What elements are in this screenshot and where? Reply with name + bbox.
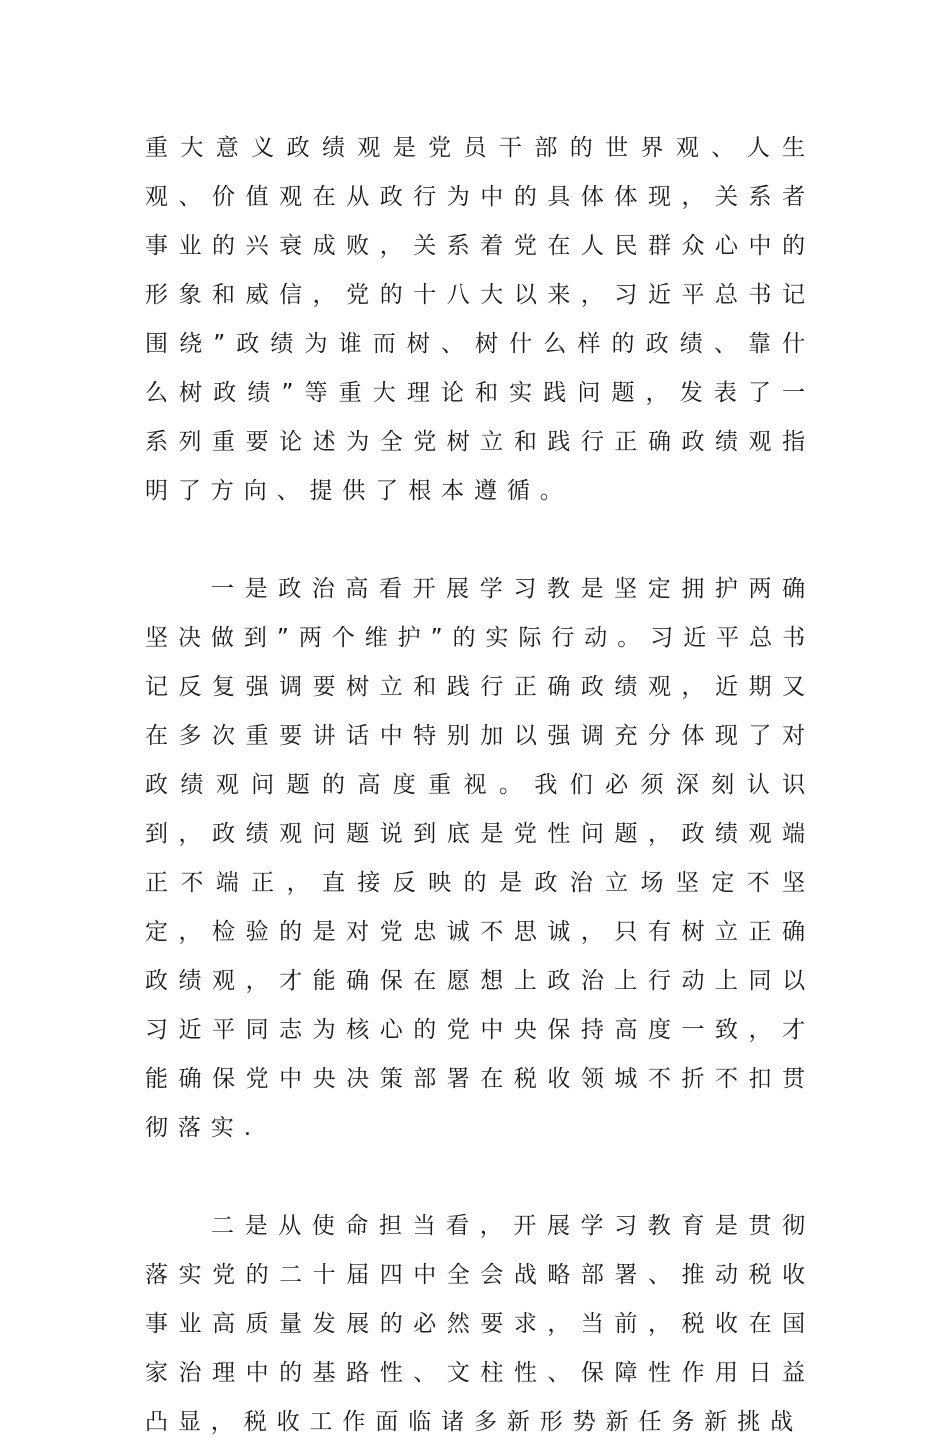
line: 为全党树立和践行正确政绩观指明了方向、提供了根本遵 <box>145 429 815 504</box>
line: 一是政治高看开展学习教是坚定拥护两确坚决做到” <box>145 576 815 651</box>
paragraph-gap <box>145 516 815 565</box>
line: 践行正确政绩观，近期又在多次重要讲话中特别加以强调 <box>145 674 815 749</box>
line: 十届四中全会战略部署、推动税收事业高质量发展的必然 <box>145 1262 816 1337</box>
line: 思诚，只有树立正确政绩观，才能确保在愿想上政治上行 <box>145 919 815 994</box>
line: 党在人民群众心中的形象和威信，党的十八大以来，习近 <box>145 233 815 308</box>
line: 树政绩”等重大理论和实践问题，发表了一系列重要论述 <box>145 380 816 455</box>
line: 两个维护”的实际行动。习近平总书记反复强调要树立和 <box>145 625 815 700</box>
line: 二是从使命担当看，开展学习教育是贯彻落实党的二 <box>145 1213 815 1288</box>
line: 到，政绩观问题说到底是党性问题，政绩观端正不端正， <box>145 821 815 896</box>
paragraph-point-one <box>145 565 815 1153</box>
paragraph-intro <box>145 124 815 516</box>
document-page <box>145 124 815 1447</box>
line: 确保党中央决策部署在税收领城不折不扣贯彻落实. <box>145 1066 815 1141</box>
line: 要求，当前，税收在国家治理中的基路性、文柱性、保障 <box>145 1311 816 1386</box>
line: 循。 <box>506 478 573 504</box>
line: 动上同以习近平同志为核心的党中央保持高度一致，才能 <box>145 968 815 1092</box>
line: 从政行为中的具体体现，关系者事业的兴衰成败，关系着 <box>145 184 815 259</box>
line: 性作用日益凸显，税收工作面临诸多新形势新任务新挑战 <box>145 1360 816 1435</box>
line: 直接反映的是政治立场坚定不坚定，检验的是对党忠诚不 <box>145 870 816 945</box>
paragraph-gap <box>145 1153 815 1202</box>
paragraph-point-two <box>145 1202 815 1447</box>
line: 平总书记围绕”政绩为谁而树、树什么样的政绩、靠什么 <box>145 282 815 406</box>
line: 充分体现了对政绩观问题的高度重视。我们必须深刻认识 <box>145 723 815 798</box>
line: 重大意义政绩观是党员干部的世界观、人生观、价值观在 <box>145 135 815 210</box>
